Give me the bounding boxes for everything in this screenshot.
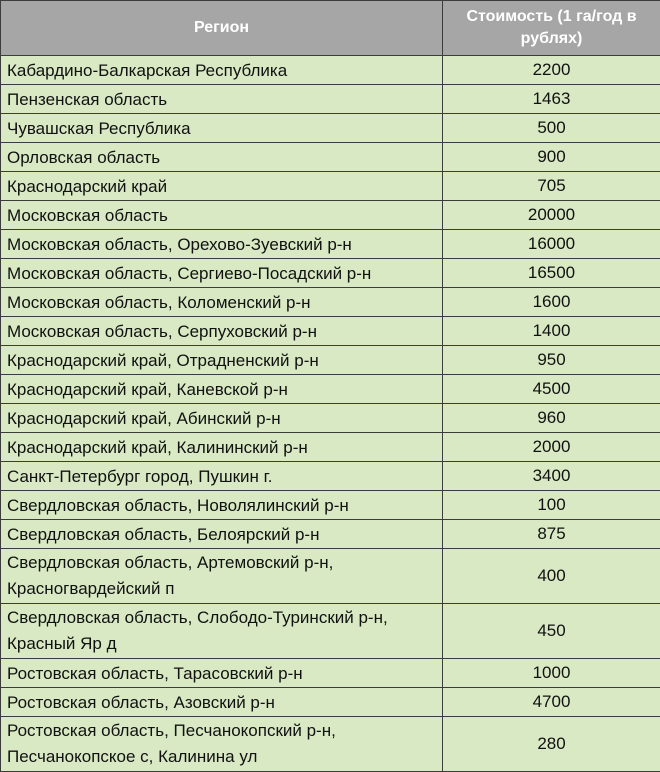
table-row <box>1 433 660 462</box>
region-cell: Пензенская область <box>1 85 443 114</box>
cost-cell: 4700 <box>443 688 660 717</box>
cost-cell: 2200 <box>443 56 660 85</box>
region-cell: Московская область <box>1 201 443 230</box>
cost-cell: 20000 <box>443 201 660 230</box>
region-cell: Московская область, Коломенский р-н <box>1 288 443 317</box>
region-cell: Кабардино-Балкарская Республика <box>1 56 443 85</box>
table-row <box>1 659 660 688</box>
table-row <box>1 346 660 375</box>
region-cell: Московская область, Орехово-Зуевский р-н <box>1 230 443 259</box>
table-row <box>1 114 660 143</box>
table-row <box>1 259 660 288</box>
cost-cell: 500 <box>443 114 660 143</box>
cost-cell: 1000 <box>443 659 660 688</box>
table-row <box>1 717 660 772</box>
region-cell: Свердловская область, Слободо-Туринский р-н, Красный Яр д <box>1 604 443 659</box>
cost-cell: 1600 <box>443 288 660 317</box>
region-cell: Краснодарский край <box>1 172 443 201</box>
cost-cell: 280 <box>443 717 660 772</box>
cost-cell: 16000 <box>443 230 660 259</box>
table-row <box>1 317 660 346</box>
table-row <box>1 491 660 520</box>
table-row <box>1 404 660 433</box>
region-cell: Краснодарский край, Калининский р-н <box>1 433 443 462</box>
table-row <box>1 549 660 604</box>
region-cell: Свердловская область, Артемовский р-н, Красногвардейский п <box>1 549 443 604</box>
table-row <box>1 56 660 85</box>
region-cell: Краснодарский край, Каневской р-н <box>1 375 443 404</box>
cost-cell: 950 <box>443 346 660 375</box>
table-row <box>1 201 660 230</box>
table-row <box>1 520 660 549</box>
region-cell: Санкт-Петербург город, Пушкин г. <box>1 462 443 491</box>
table-row <box>1 288 660 317</box>
cost-cell: 875 <box>443 520 660 549</box>
table-row <box>1 604 660 659</box>
region-cell: Свердловская область, Новолялинский р-н <box>1 491 443 520</box>
cost-cell: 100 <box>443 491 660 520</box>
region-cell: Ростовская область, Песчанокопский р-н, Песчанокопское с, Калинина ул <box>1 717 443 772</box>
table-row <box>1 375 660 404</box>
cost-cell: 450 <box>443 604 660 659</box>
region-cell: Краснодарский край, Отрадненский р-н <box>1 346 443 375</box>
cost-cell: 1463 <box>443 85 660 114</box>
region-cell: Орловская область <box>1 143 443 172</box>
table-row <box>1 462 660 491</box>
table-row <box>1 230 660 259</box>
region-cell: Краснодарский край, Абинский р-н <box>1 404 443 433</box>
cost-cell: 900 <box>443 143 660 172</box>
table-row <box>1 172 660 201</box>
table-row <box>1 688 660 717</box>
region-cell: Московская область, Сергиево-Посадский р-н <box>1 259 443 288</box>
cost-cell: 3400 <box>443 462 660 491</box>
cost-cell: 2000 <box>443 433 660 462</box>
cost-cell: 16500 <box>443 259 660 288</box>
table-row <box>1 85 660 114</box>
table-header-row <box>1 1 660 56</box>
cost-cell: 400 <box>443 549 660 604</box>
header-cost: Стоимость (1 га/год в рублях) <box>443 1 660 56</box>
region-cell: Московская область, Серпуховский р-н <box>1 317 443 346</box>
table-row <box>1 143 660 172</box>
cost-cell: 4500 <box>443 375 660 404</box>
region-cell: Ростовская область, Азовский р-н <box>1 688 443 717</box>
cost-cell: 705 <box>443 172 660 201</box>
cost-cell: 960 <box>443 404 660 433</box>
region-cell: Ростовская область, Тарасовский р-н <box>1 659 443 688</box>
cost-cell: 1400 <box>443 317 660 346</box>
region-cell: Свердловская область, Белоярский р-н <box>1 520 443 549</box>
header-region: Регион <box>1 1 443 56</box>
region-cell: Чувашская Республика <box>1 114 443 143</box>
